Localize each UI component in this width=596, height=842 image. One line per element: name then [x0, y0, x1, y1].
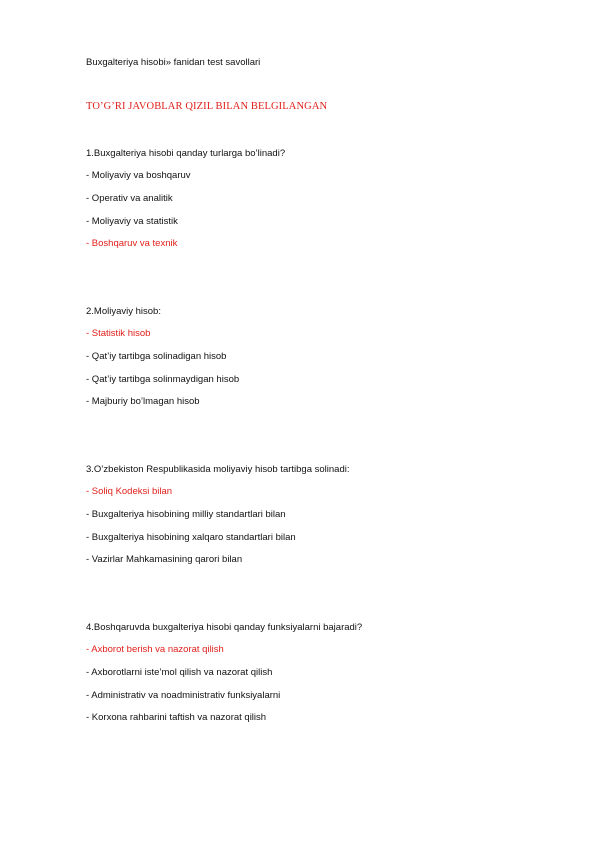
- question-3-option-1-correct: - Soliq Kodeksi bilan: [86, 486, 173, 497]
- question-1-option-2: - Operativ va analitik: [86, 193, 173, 204]
- question-3: 3.O’zbekiston Respublikasida moliyaviy hisob tartibga solinadi:: [86, 464, 350, 475]
- correct-answers-notice: TO’G’RI JAVOBLAR QIZIL BILAN BELGILANGAN: [86, 101, 328, 112]
- question-4-option-4: - Korxona rahbarini taftish va nazorat qilish: [86, 712, 267, 723]
- question-1: 1.Buxgalteriya hisobi qanday turlarga bo’linadi?: [86, 148, 286, 159]
- question-2-option-1-correct: - Statistik hisob: [86, 328, 151, 339]
- question-4-option-3: - Administrativ va noadministrativ funksiyalarni: [86, 690, 281, 701]
- question-3-option-3: - Buxgalteriya hisobining xalqaro standartlari bilan: [86, 532, 296, 543]
- question-4-option-1-correct: - Axborot berish va nazorat qilish: [86, 644, 224, 655]
- question-1-option-3: - Moliyaviy va statistik: [86, 216, 178, 227]
- question-2-option-2: - Qat’iy tartibga solinadigan hisob: [86, 351, 227, 362]
- question-3-option-4: - Vazirlar Mahkamasining qarori bilan: [86, 554, 243, 565]
- question-4-option-2: - Axborotlarni iste’mol qilish va nazorat qilish: [86, 667, 273, 678]
- document-title: Buxgalteriya hisobi» fanidan test savollari: [86, 57, 261, 68]
- question-2-option-4: - Majburiy bo’lmagan hisob: [86, 396, 200, 407]
- question-1-option-4-correct: - Boshqaruv va texnik: [86, 238, 178, 249]
- question-2: 2.Moliyaviy hisob:: [86, 306, 161, 317]
- question-3-option-2: - Buxgalteriya hisobining milliy standartlari bilan: [86, 509, 286, 520]
- question-4: 4.Boshqaruvda buxgalteriya hisobi qanday funksiyalarni bajaradi?: [86, 622, 363, 633]
- question-1-option-1: - Moliyaviy va boshqaruv: [86, 170, 191, 181]
- question-2-option-3: - Qat’iy tartibga solinmaydigan hisob: [86, 374, 240, 385]
